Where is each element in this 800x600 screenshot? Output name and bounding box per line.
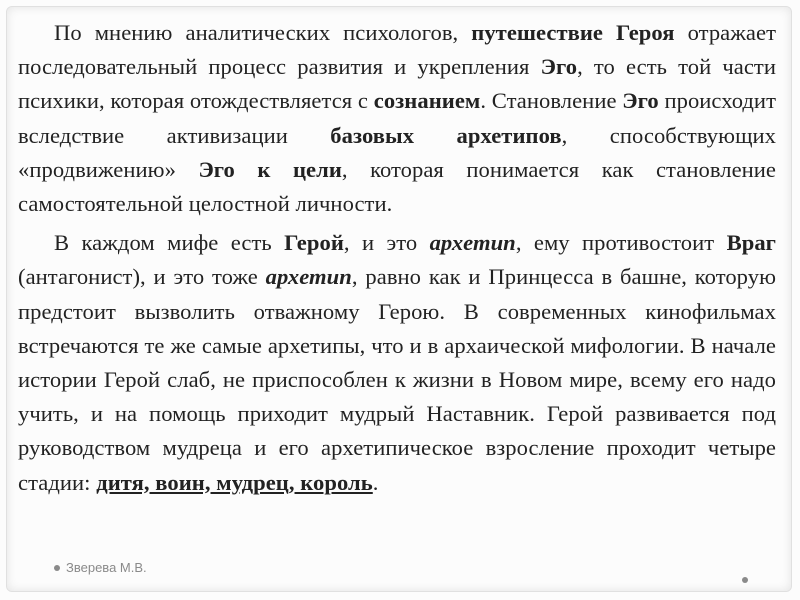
bullet-dot-icon [54, 565, 60, 571]
p2-text-3: , ему противостоит [515, 230, 727, 256]
p1-bold-ego-goal: Эго к цели [198, 156, 342, 182]
paragraph-1 [18, 16, 776, 221]
slide-content [18, 16, 776, 500]
p1-text-3: , то есть той части психики, которая отождествляется с [18, 54, 776, 114]
author-name: Зверева М.В. [66, 560, 147, 575]
p1-bold-base-archetypes: базовых архетипов [330, 122, 562, 148]
p2-text-4: (антагонист), и это тоже [18, 264, 266, 290]
p1-text-7: , которая понимается как становление самостоятельной целостной личности. [18, 156, 777, 217]
p2-bolditalic-archetype-1: архетип [429, 230, 516, 256]
p2-text-6: . [372, 469, 379, 495]
p2-bold-hero: Герой [284, 230, 344, 256]
p1-text-6: , способствующих «продвижению» [18, 122, 776, 182]
p1-bold-hero-journey: путешествие Героя [471, 20, 675, 45]
paragraph-2 [18, 226, 776, 500]
page-dot-icon [742, 577, 748, 583]
p2-underlined-stages: дитя, воин, мудрец, король [96, 469, 373, 495]
footer-author [54, 560, 147, 575]
p2-bolditalic-archetype-2: архетип [265, 264, 352, 290]
p2-text-1: В каждом мифе есть [54, 230, 285, 256]
p1-bold-ego-1: Эго [540, 54, 578, 80]
p1-bold-ego-2: Эго [622, 88, 659, 114]
p1-text-2: отражает последовательный процесс развития и укрепления [18, 20, 777, 80]
footer-page-marker [742, 570, 748, 588]
p1-text-1: По мнению аналитических психологов, [54, 20, 472, 45]
p2-bold-enemy: Враг [726, 230, 776, 256]
p1-text-5: происходит вследствие активизации [18, 88, 776, 148]
p1-bold-consciousness: сознанием [373, 88, 481, 114]
p2-text-2: , и это [343, 230, 430, 256]
p1-text-4: . Становление [480, 88, 623, 114]
p2-text-5: , равно как и Принцесса в башне, которую предстоит вызволить отважному Герою. В современных кинофильмах встречаются те же самые архетипы, что и в архаической мифологии. В начале истории Герой слаб, не приспособлен к жизни в Новом мире, всему его надо учить, и на помощь приходит мудрый Наставник. Герой развивается под руководством мудреца и его архетипическое взросление проходит четыре стадии: [18, 264, 776, 495]
